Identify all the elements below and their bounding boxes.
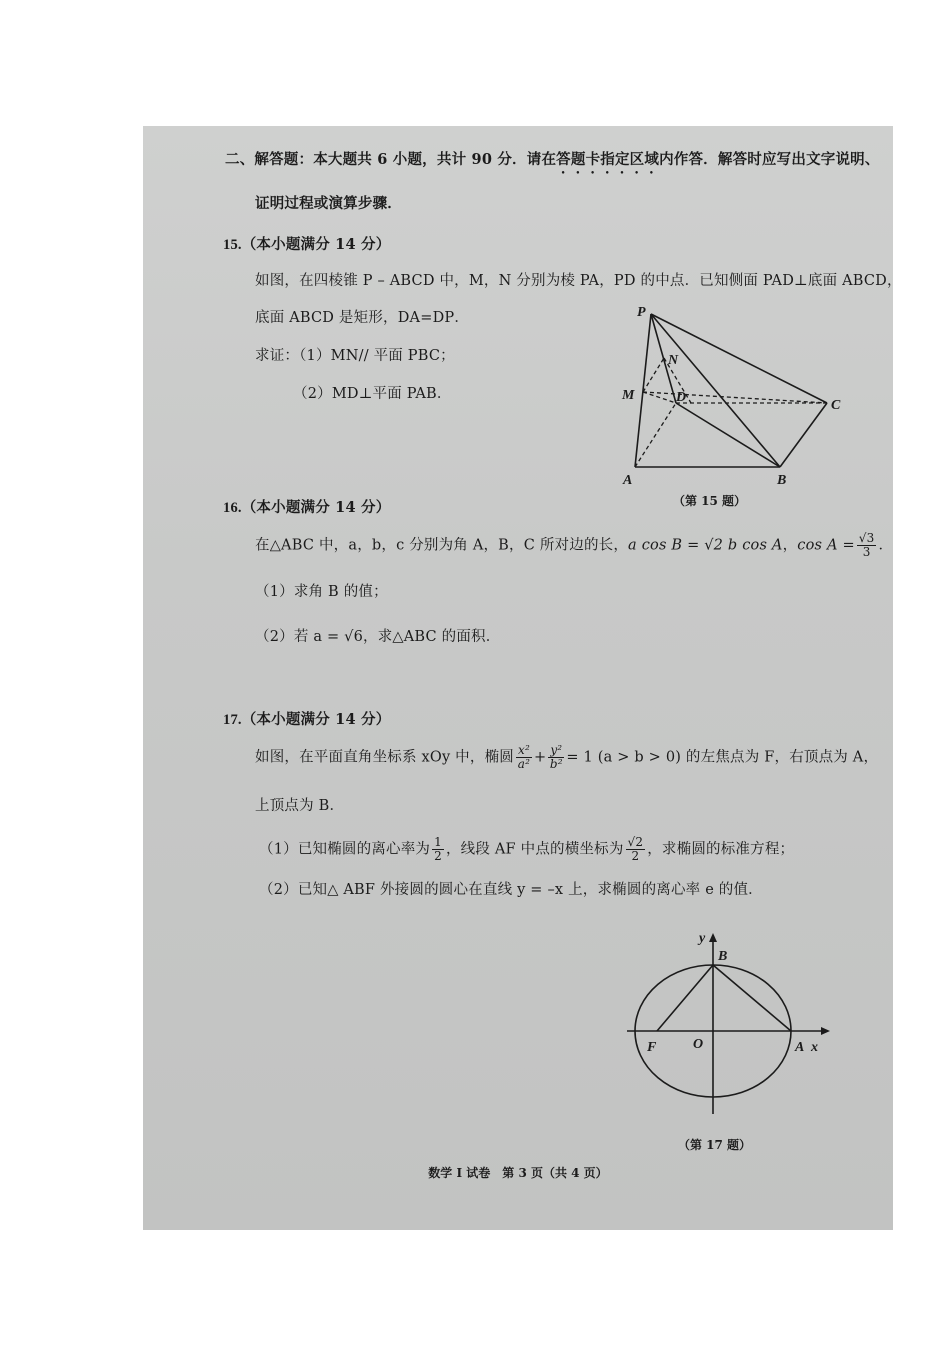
q15-caption: （第 15 题） xyxy=(673,494,747,508)
label-F: F xyxy=(647,1040,657,1055)
label-M: M xyxy=(622,388,635,403)
page-footer: 数学 I 试卷 第 3 页（共 4 页） xyxy=(428,1166,608,1180)
q15-heading: 15.（本小题满分 14 分） xyxy=(223,236,391,253)
label-C: C xyxy=(831,398,841,413)
q15-text-line2: 底面 ABCD 是矩形，DA=DP． xyxy=(255,310,470,326)
q17-part-2: （2）已知△ ABF 外接圆的圆心在直线 y = –x 上，求椭圆的离心率 e 的值． xyxy=(259,882,763,898)
section-instructions-line2: 证明过程或演算步骤． xyxy=(255,195,402,212)
label-A: A xyxy=(623,473,633,488)
label-O: O xyxy=(693,1037,704,1052)
label-P: P xyxy=(637,305,646,320)
label-N: N xyxy=(668,353,679,368)
q15-proof-1: 求证：（1）MN// 平面 PBC； xyxy=(255,348,455,364)
q15-text-line1: 如图，在四棱锥 P – ABCD 中，M，N 分别为棱 PA，PD 的中点．已知侧面 PAD⊥底面 ABCD， xyxy=(255,273,902,289)
q17-caption: （第 17 题） xyxy=(678,1138,752,1152)
label-B: B xyxy=(777,473,787,488)
q16-part-1: （1）求角 B 的值； xyxy=(255,584,388,600)
section-instructions-line1: 二、解答题：本大题共 6 小题，共计 90 分．请在答题卡指定区域内作答．解答时应写出文字说明、 xyxy=(225,151,880,168)
label-D: D xyxy=(676,390,687,405)
q17-text-line1: 如图，在平面直角坐标系 xOy 中，椭圆 $\frac{\text{x²}}{\text{a²}}$ + $\frac{\text{y²}}{\text{b²}}$ = 1 (a > b > 0) 的左焦点为 F，右顶点为 A， xyxy=(255,743,879,771)
q17-part-1: （1）已知椭圆的离心率为 $\frac{1}{2}$ ，线段 AF 中点的横坐标为 $\frac{√2}{2}$ ，求椭圆的标准方程； xyxy=(259,835,795,863)
q17-text-line2: 上顶点为 B． xyxy=(255,798,345,814)
q15-pyramid-figure xyxy=(619,302,845,496)
q15-proof-2: （2）MD⊥平面 PAB． xyxy=(293,386,452,402)
y-axis-arrow-icon xyxy=(709,933,717,942)
label-A: A xyxy=(795,1040,805,1055)
q17-ellipse-figure xyxy=(621,924,831,1124)
exam-page xyxy=(143,126,902,1230)
label-x: x xyxy=(811,1040,818,1055)
q16-heading: 16.（本小题满分 14 分） xyxy=(223,499,391,516)
x-axis-arrow-icon xyxy=(821,1027,830,1035)
label-B: B xyxy=(718,949,728,964)
q16-text-line1: 在△ABC 中，a，b，c 分别为角 A，B，C 所对边的长，a cos B = √2 b cos A，cos A = $\frac{√3}{3}$ ． xyxy=(255,531,894,559)
label-y: y xyxy=(699,931,706,946)
q16-part-2: （2）若 a = √6，求△ABC 的面积． xyxy=(255,629,501,645)
q17-heading: 17.（本小题满分 14 分） xyxy=(223,711,391,728)
